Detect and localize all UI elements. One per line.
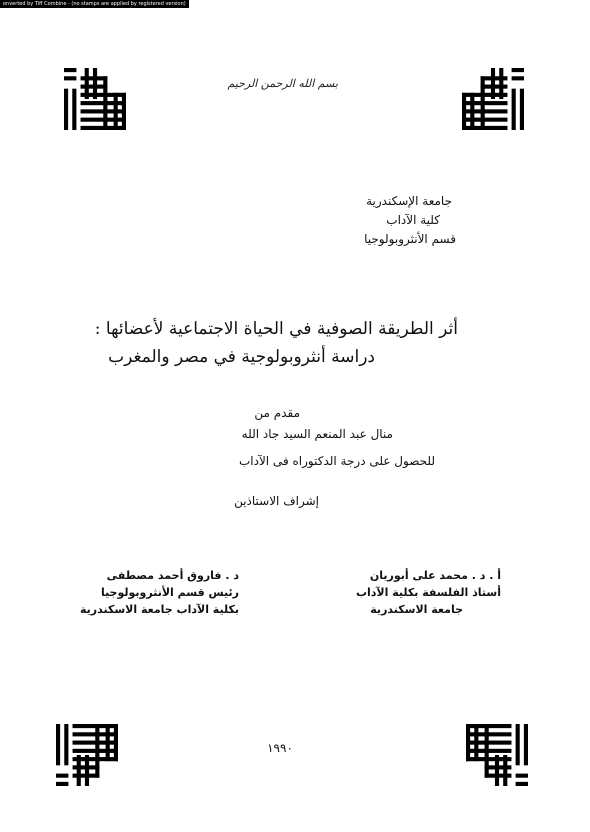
kufic-corner-ornament-icon (64, 68, 126, 130)
kufic-corner-ornament-icon (462, 68, 524, 130)
basmala-calligraphy: بسم الله الرحمن الرحيم (227, 77, 338, 90)
supervision-label: إشراف الاستاذين (234, 494, 319, 508)
presented-by-label: مقدم من (254, 406, 300, 420)
kufic-corner-ornament-icon (56, 724, 118, 786)
degree-statement: للحصول على درجة الدكتوراه فى الآداب (238, 454, 435, 468)
faculty-name: كلية الآداب (386, 213, 440, 227)
supervisor-2-affiliation: بكلية الآداب جامعة الاسكندرية (79, 603, 239, 616)
supervisor-2-position: رئيس قسم الأنثروبولوجيا (100, 586, 239, 599)
supervisor-1-name: أ . د . محمد على أبوريان (369, 569, 501, 582)
author-name: منال عبد المنعم السيد جاد الله (241, 427, 393, 441)
supervisor-2-name: د . فاروق أحمد مصطفى (106, 569, 239, 582)
university-name: جامعة الإسكندرية (366, 194, 452, 208)
supervisor-1-affiliation: جامعة الاسكندرية (370, 603, 463, 616)
converter-banner: onverted by Tiff Combine - (no stamps are applied by registered version) (0, 0, 189, 8)
department-name: قسم الأنثروبولوجيا (364, 232, 456, 246)
year: ١٩٩٠ (267, 741, 293, 755)
kufic-corner-ornament-icon (466, 724, 528, 786)
thesis-title-line2: دراسة أنثروبولوجية في مصر والمغرب (108, 347, 375, 367)
thesis-title-line1: أثر الطريقة الصوفية في الحياة الاجتماعية لأعضائها : (94, 319, 458, 339)
supervisor-1-position: أستاذ الفلسفة بكلية الآداب (355, 586, 501, 599)
